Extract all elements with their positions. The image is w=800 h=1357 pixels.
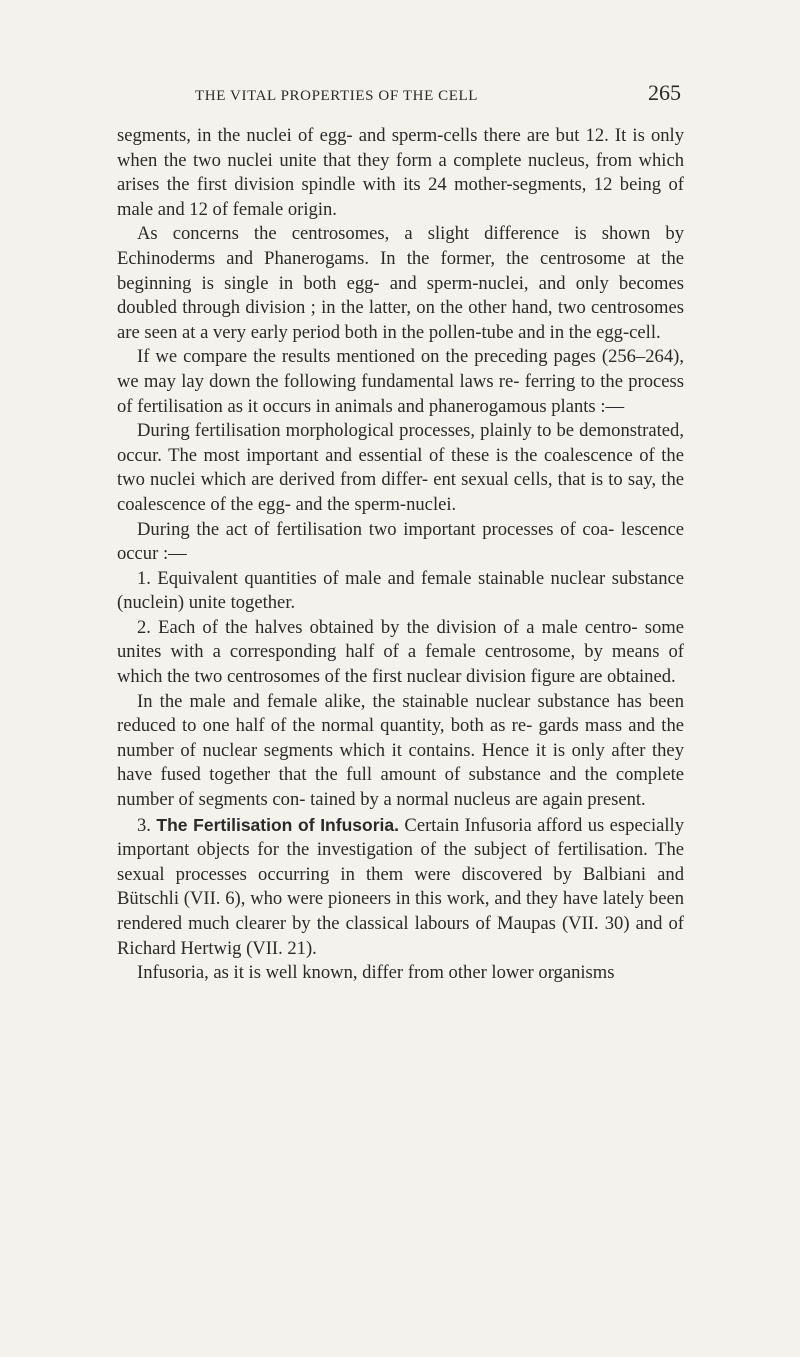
- paragraph: Infusoria, as it is well known, differ from other lower organisms: [137, 962, 615, 984]
- paragraph: 1. Equivalent quantities of male and female stainable nuclear substance (nuclein) unite together.: [117, 567, 684, 614]
- running-title: THE VITAL PROPERTIES OF THE CELL: [195, 88, 479, 104]
- section-text: Certain Infusoria afford us especially important objects for the investigation of the subject of fertilisation. The sexual processes occurring in them were discovered by Balbiani and Bütschli (VII. 6), who were pioneers in this work, and they have lately been rendered much clearer by the classical labours of Maupas (VII. 30) and of Richard Hertwig (VII. 21).: [117, 814, 685, 959]
- section-heading: The Fertilisation of Infusoria.: [156, 814, 399, 835]
- paragraph: segments, in the nuclei of egg- and sperm-cells there are but 12. It is only when the two nuclei unite that they form a complete nucleus, from which arises the first division spindle with its 24 mother-segments, 12 being of male and 12 of female origin.: [117, 125, 684, 220]
- paragraph: During the act of fertilisation two important processes of coa- lescence occur :—: [117, 518, 684, 565]
- paragraph: If we compare the results mentioned on the preceding pages (256–264), we may lay down the following fundamental laws re- ferring to the process of fertilisation as it occurs in animals and phanerogamous plants :—: [117, 346, 684, 417]
- running-head: [0, 80, 800, 104]
- paragraph: As concerns the centrosomes, a slight difference is shown by Echinoderms and Phanerogams. In the former, the centrosome at the beginning is single in both egg- and sperm-nuclei, and only becomes doubled through division ; in the latter, on the other hand, two centrosomes are seen at a very early period both in the pollen-tube and in the egg-cell.: [117, 223, 684, 343]
- page-number: 265: [648, 80, 681, 105]
- body-text: [117, 124, 684, 986]
- section-number: 3.: [137, 814, 157, 836]
- paragraph: 2. Each of the halves obtained by the division of a male centro- some unites with a corresponding half of a female centrosome, by means of which the two centrosomes of the first nuclear division figure are obtained.: [117, 616, 684, 688]
- section-paragraph: [117, 813, 684, 962]
- paragraph: In the male and female alike, the stainable nuclear substance has been reduced to one half of the normal quantity, both as re- gards mass and the number of nuclear segments which it contains. Hence it is only after they have fused together that the full amount of substance and the complete number of segments con- tained by a normal nucleus are again present.: [117, 690, 684, 811]
- paragraph: During fertilisation morphological processes, plainly to be demonstrated, occur. The most important and essential of these is the coalescence of the two nuclei which are derived from differ- ent sexual cells, that is to say, the coalescence of the egg- and the sperm-nuclei.: [117, 420, 684, 515]
